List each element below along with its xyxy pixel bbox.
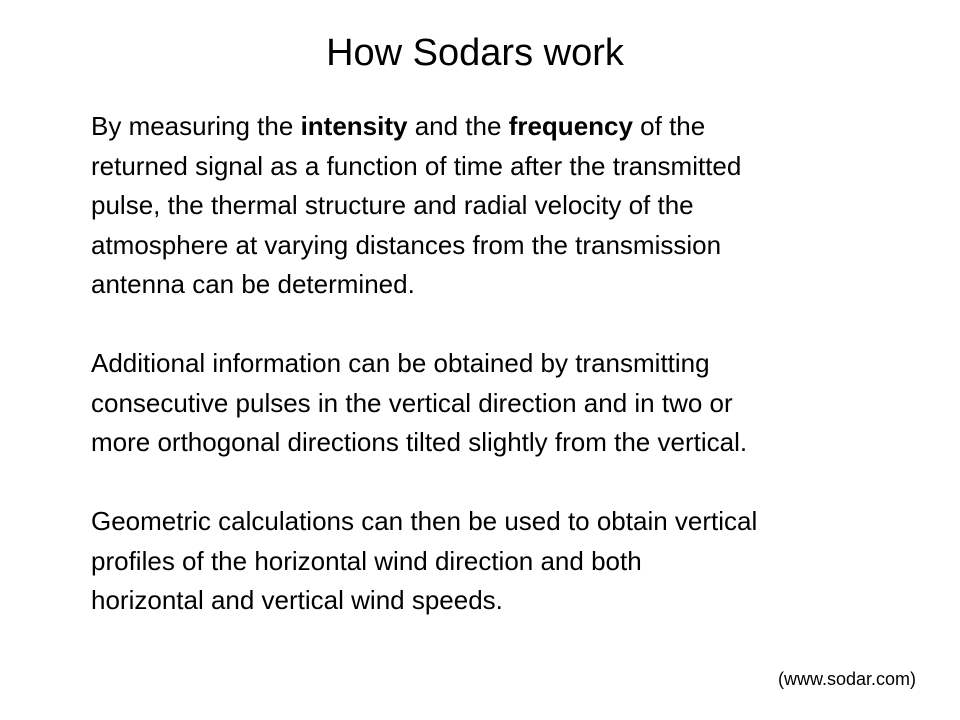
slide-body: [91, 107, 931, 621]
text-run: Geometric calculations can then be used to obtain vertical: [91, 506, 758, 536]
paragraph-line: [91, 107, 931, 147]
paragraph-line: [91, 186, 931, 226]
paragraph-line: [91, 502, 931, 542]
text-run: By measuring the: [91, 111, 301, 141]
body-paragraph-3: [91, 502, 931, 621]
text-run: more orthogonal directions tilted slightly from the vertical.: [91, 427, 748, 457]
body-paragraph-2: [91, 344, 931, 463]
paragraph-line: [91, 226, 931, 266]
text-run: atmosphere at varying distances from the transmission: [91, 229, 722, 260]
paragraph-line: [91, 265, 931, 305]
slide-title: How Sodars work: [326, 32, 624, 74]
paragraph-line: [91, 581, 931, 621]
body-paragraph-1: [91, 107, 931, 305]
text-run: returned signal as a function of time after the transmitted: [91, 150, 742, 181]
text-run: of the: [632, 111, 706, 141]
paragraph-line: [91, 542, 931, 582]
text-run: and the: [407, 111, 509, 141]
text-run: profiles of the horizontal wind direction and both: [91, 545, 642, 576]
paragraph-line: [91, 344, 931, 384]
source-citation: (www.sodar.com): [777, 669, 916, 689]
paragraph-line: [91, 147, 931, 187]
paragraph-line: [91, 423, 931, 463]
text-run: antenna can be determined.: [91, 269, 415, 299]
paragraph-line: [91, 384, 931, 424]
text-run: Additional information can be obtained by transmitting: [91, 348, 710, 378]
text-run: consecutive pulses in the vertical direction and in two or: [91, 387, 733, 418]
text-run: pulse, the thermal structure and radial velocity of the: [91, 190, 694, 220]
emphasized-term: frequency: [508, 111, 633, 141]
text-run: horizontal and vertical wind speeds.: [91, 585, 503, 615]
emphasized-term: intensity: [300, 111, 408, 141]
